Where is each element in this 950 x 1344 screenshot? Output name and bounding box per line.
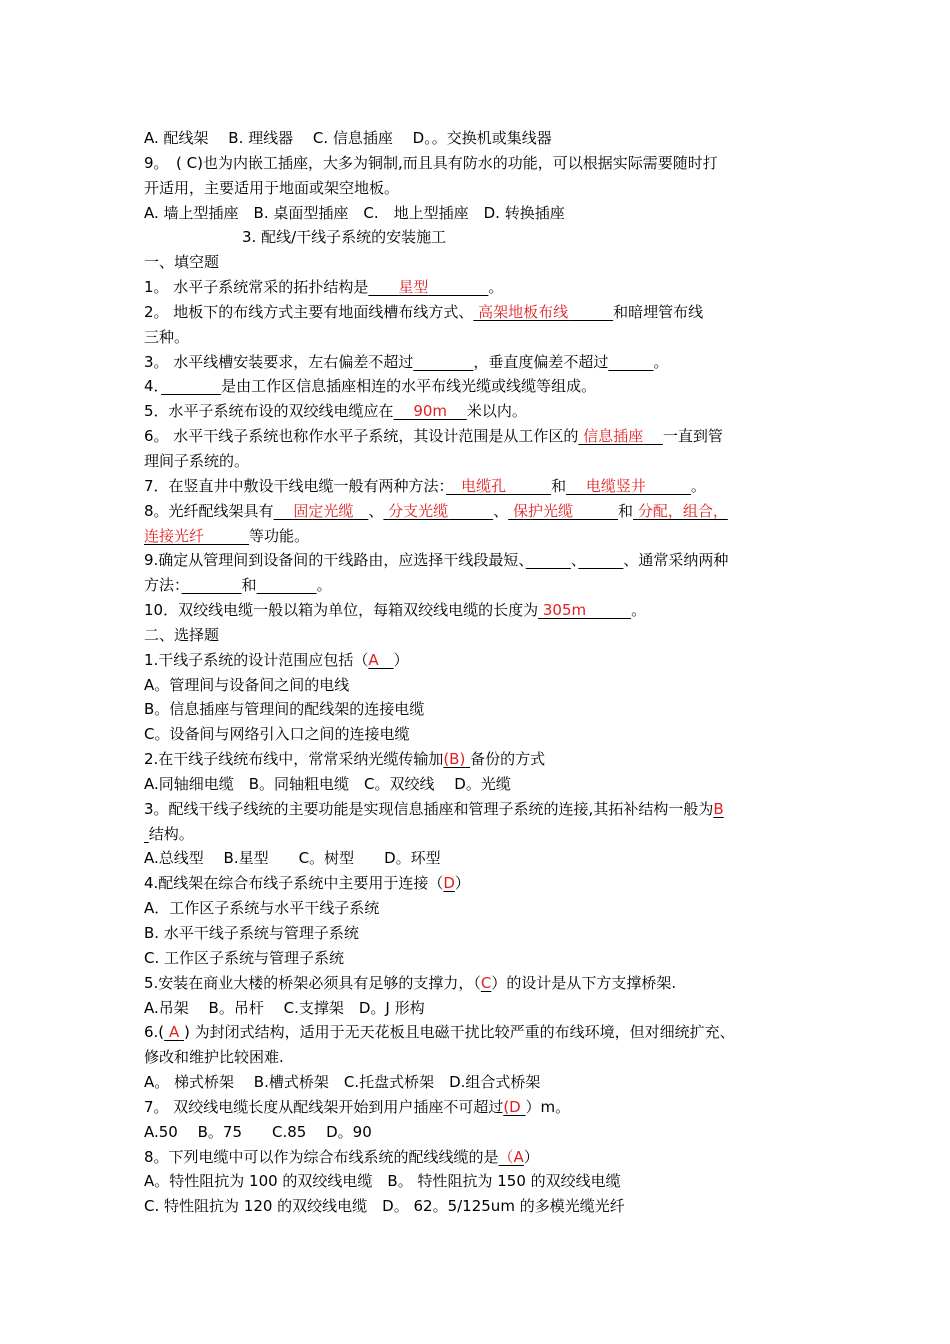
- line-text: 8。光纤配线架具有: [144, 501, 274, 520]
- answer-text: A: [168, 1023, 180, 1042]
- text-line: [144, 598, 824, 623]
- text-line: [144, 201, 824, 226]
- line-text: A。管理间与设备间之间的电线: [144, 675, 350, 694]
- line-text: 3。 水平线槽安装要求，左右偏差不超过: [144, 352, 414, 371]
- line-text: ）m。: [525, 1097, 571, 1116]
- answer-text: 分配，组合，: [637, 501, 728, 520]
- line-text: 一、填空题: [144, 253, 220, 272]
- text-line: [144, 946, 824, 971]
- line-text: 二、选择题: [144, 625, 220, 644]
- answer-text: 电缆孔: [461, 476, 507, 495]
- line-text: 、: [570, 551, 579, 570]
- blank-line: [182, 576, 242, 594]
- line-text: 2.在干线子线统布线中，常常采纳光缆传输加: [144, 750, 444, 769]
- text-line: [144, 772, 824, 797]
- text-line: [144, 1095, 824, 1120]
- text-line: [144, 673, 824, 698]
- answer-text: D: [443, 874, 455, 893]
- answer-text: 保护光缆: [512, 501, 573, 520]
- blank-line: [448, 502, 493, 520]
- text-line: [144, 374, 824, 399]
- blank-line: [578, 551, 623, 569]
- text-line: [144, 1120, 824, 1145]
- answer-text: 连接光纤: [144, 526, 205, 545]
- line-text: ）: [393, 650, 409, 669]
- line-text: C. 特性阻抗为 120 的双绞线电缆 D。 62。5/125um 的多模光缆光纤: [144, 1197, 625, 1216]
- blank-line: [394, 402, 414, 420]
- answer-text: 305m: [542, 601, 587, 620]
- text-line: [144, 151, 824, 176]
- line-text: B。信息插座与管理间的配线架的连接电缆: [144, 700, 425, 719]
- line-text: 米以内。: [466, 402, 527, 421]
- line-text: 结构。: [148, 824, 194, 843]
- text-line: [144, 300, 824, 325]
- line-text: 7．在竖直井中敷设干线电缆一般有两种方法：: [144, 476, 447, 495]
- text-line: [144, 722, 824, 747]
- blank-line: [428, 278, 488, 296]
- blank-line: [368, 278, 398, 296]
- answer-text: （A: [498, 1147, 524, 1166]
- line-text: 三种。: [144, 327, 190, 346]
- line-text: A.吊架 B。吊杆 C.支撑架 D。J 形构: [144, 998, 425, 1017]
- line-text: ，垂直度偏差不超过: [473, 352, 609, 371]
- line-text: C. 工作区子系统与管理子系统: [144, 948, 345, 967]
- text-line: [144, 449, 824, 474]
- line-text: 、通常采纳两种: [623, 551, 729, 570]
- line-text: 方法：: [144, 576, 182, 595]
- line-text: 4.配线架在综合布线子系统中主要用于连接（: [144, 874, 444, 893]
- text-line: [144, 1045, 824, 1070]
- text-line: [144, 325, 824, 350]
- blank-line: [274, 502, 294, 520]
- line-text: 等功能。: [249, 526, 310, 545]
- line-text: 。: [488, 278, 504, 297]
- answer-text: 90m: [413, 402, 448, 421]
- line-text: 修改和维护比较困难.: [144, 1048, 284, 1067]
- line-text: 7。 双绞线电缆长度从配线架开始到用户插座不可超过: [144, 1097, 504, 1116]
- text-line: [144, 846, 824, 871]
- line-text: C。设备间与网络引入口之间的连接电缆: [144, 725, 410, 744]
- blank-line: [257, 576, 317, 594]
- line-text: A.同轴细电缆 B。同轴粗电缆 C。双绞线 D。光缆: [144, 774, 511, 793]
- blank-line: [447, 402, 467, 420]
- line-text: A。特性阻抗为 100 的双绞线电缆 B。 特性阻抗为 150 的双绞线电缆: [144, 1172, 621, 1191]
- blank-line: [506, 477, 551, 495]
- line-text: A.50 B。75 C.85 D。90: [144, 1122, 372, 1141]
- text-line: [144, 424, 824, 449]
- text-line: [144, 822, 824, 847]
- blank-line: [446, 477, 461, 495]
- line-text: 5．水平子系统布设的双绞线电缆应在: [144, 402, 394, 421]
- text-line: [144, 971, 824, 996]
- line-text: A。 梯式桥架 B.槽式桥架 C.托盘式桥架 D.组合式桥架: [144, 1073, 541, 1092]
- blank-line: [608, 353, 653, 371]
- line-text: 9。 ( C)也为内嵌工插座，大多为铜制,而且具有防水的功能，可以根据实际需要随时打: [144, 153, 718, 172]
- line-text: 理间子系统的。: [144, 451, 250, 470]
- line-text: 6.(: [144, 1023, 165, 1042]
- answer-text: C: [480, 973, 492, 992]
- line-text: 1。 水平子系统常采的拓扑结构是: [144, 278, 369, 297]
- line-text: 9.确定从管理间到设备间的干线路由，应选择干线段最短、: [144, 551, 526, 570]
- blank-line: [379, 651, 394, 669]
- line-text: 和暗埋管布线: [613, 302, 704, 321]
- line-text: 8。下列电缆中可以作为综合布线系统的配线线缆的是: [144, 1147, 499, 1166]
- blank-line: [413, 353, 473, 371]
- line-text: 10．双绞线电缆一般以箱为单位，每箱双绞线电缆的长度为: [144, 601, 539, 620]
- line-text: 。: [316, 576, 332, 595]
- line-text: ）的设计是从下方支撑桥架.: [491, 973, 677, 992]
- text-line: [144, 1070, 824, 1095]
- text-line: [144, 648, 824, 673]
- answer-text: 固定光缆: [293, 501, 354, 520]
- text-line: [144, 275, 824, 300]
- line-text: A.总线型 B.星型 C。树型 D。环型: [144, 849, 441, 868]
- line-text: 2。 地板下的布线方式主要有地面线槽布线方式、: [144, 302, 474, 321]
- blank-line: [566, 477, 586, 495]
- line-text: A．工作区子系统与水平干线子系统: [144, 899, 380, 918]
- answer-text: (B): [443, 750, 466, 769]
- answer-text: 分支光缆: [388, 501, 449, 520]
- text-line: [144, 474, 824, 499]
- blank-line: [353, 502, 368, 520]
- answer-text: 信息插座: [583, 427, 644, 446]
- line-text: 一直到管: [662, 427, 723, 446]
- text-line: [144, 623, 824, 648]
- text-line: [144, 1169, 824, 1194]
- blank-line: [643, 427, 663, 445]
- line-text: 备份的方式: [470, 750, 546, 769]
- text-line: [144, 225, 824, 250]
- text-line: [144, 996, 824, 1021]
- text-line: [144, 871, 824, 896]
- line-text: 和: [618, 501, 634, 520]
- line-text: 4．: [144, 377, 162, 396]
- text-line: [144, 697, 824, 722]
- blank-line: [568, 303, 613, 321]
- line-text: 开适用，主要适用于地面或架空地板。: [144, 178, 400, 197]
- line-text: 1.干线子系统的设计范围应包括（: [144, 650, 369, 669]
- line-text: 6。 水平干线子系统也称作水平子系统，其设计范围是从工作区的: [144, 427, 579, 446]
- line-text: B. 水平干线子系统与管理子系统: [144, 924, 359, 942]
- text-line: [144, 524, 824, 549]
- text-line: [144, 573, 824, 598]
- answer-text: 高架地板布线: [478, 302, 569, 321]
- line-text: 。: [653, 352, 669, 371]
- text-line: [144, 896, 824, 921]
- blank-line: [161, 377, 221, 395]
- blank-line: [646, 477, 691, 495]
- text-line: [144, 126, 824, 151]
- blank-line: [204, 527, 249, 545]
- text-line: [144, 499, 824, 524]
- line-text: 、: [368, 501, 384, 520]
- line-text: 3。配线干线子线统的主要功能是实现信息插座和管理子系统的连接,其拓补结构一般为: [144, 799, 714, 818]
- text-line: [144, 350, 824, 375]
- line-text: 。: [631, 601, 647, 620]
- line-text: ）: [523, 1147, 539, 1166]
- blank-line: [573, 502, 618, 520]
- line-text: 、: [493, 501, 509, 520]
- exam-content: [144, 126, 824, 1219]
- line-text: 5.安装在商业大楼的桥架必须具有足够的支撑力，（: [144, 973, 481, 992]
- text-line: [144, 1020, 824, 1045]
- line-text: A. 墙上型插座 B. 桌面型插座 C. 地上型插座 D. 转换插座: [144, 203, 565, 222]
- line-text: A. 配线架 B. 理线器 C. 信息插座 D。。交换机或集线器: [144, 129, 552, 147]
- answer-text: B: [713, 799, 724, 818]
- line-text: 和: [241, 576, 257, 595]
- answer-text: A: [368, 650, 379, 669]
- answer-text: 星型: [398, 278, 429, 297]
- answer-text: 电缆竖井: [585, 476, 646, 495]
- blank-line: [586, 601, 631, 619]
- line-text: ）: [454, 874, 470, 893]
- line-text: 和: [551, 476, 567, 495]
- line-text: ) 为封闭式结构，适用于无天花板且电磁干扰比较严重的布线环境，但对细统扩充、: [184, 1023, 735, 1042]
- text-line: [144, 1194, 824, 1219]
- line-text: 是由工作区信息插座相连的水平布线光缆或线缆等组成。: [221, 377, 597, 396]
- text-line: [144, 921, 824, 946]
- text-line: [144, 797, 824, 822]
- line-text: 3. 配线/干线子系统的安装施工: [242, 228, 447, 247]
- text-line: [144, 399, 824, 424]
- line-text: 。: [690, 476, 706, 495]
- text-line: [144, 747, 824, 772]
- text-line: [144, 1145, 824, 1170]
- blank-line: [526, 551, 571, 569]
- text-line: [144, 250, 824, 275]
- text-line: [144, 176, 824, 201]
- answer-text: (D: [503, 1097, 521, 1116]
- text-line: [144, 548, 824, 573]
